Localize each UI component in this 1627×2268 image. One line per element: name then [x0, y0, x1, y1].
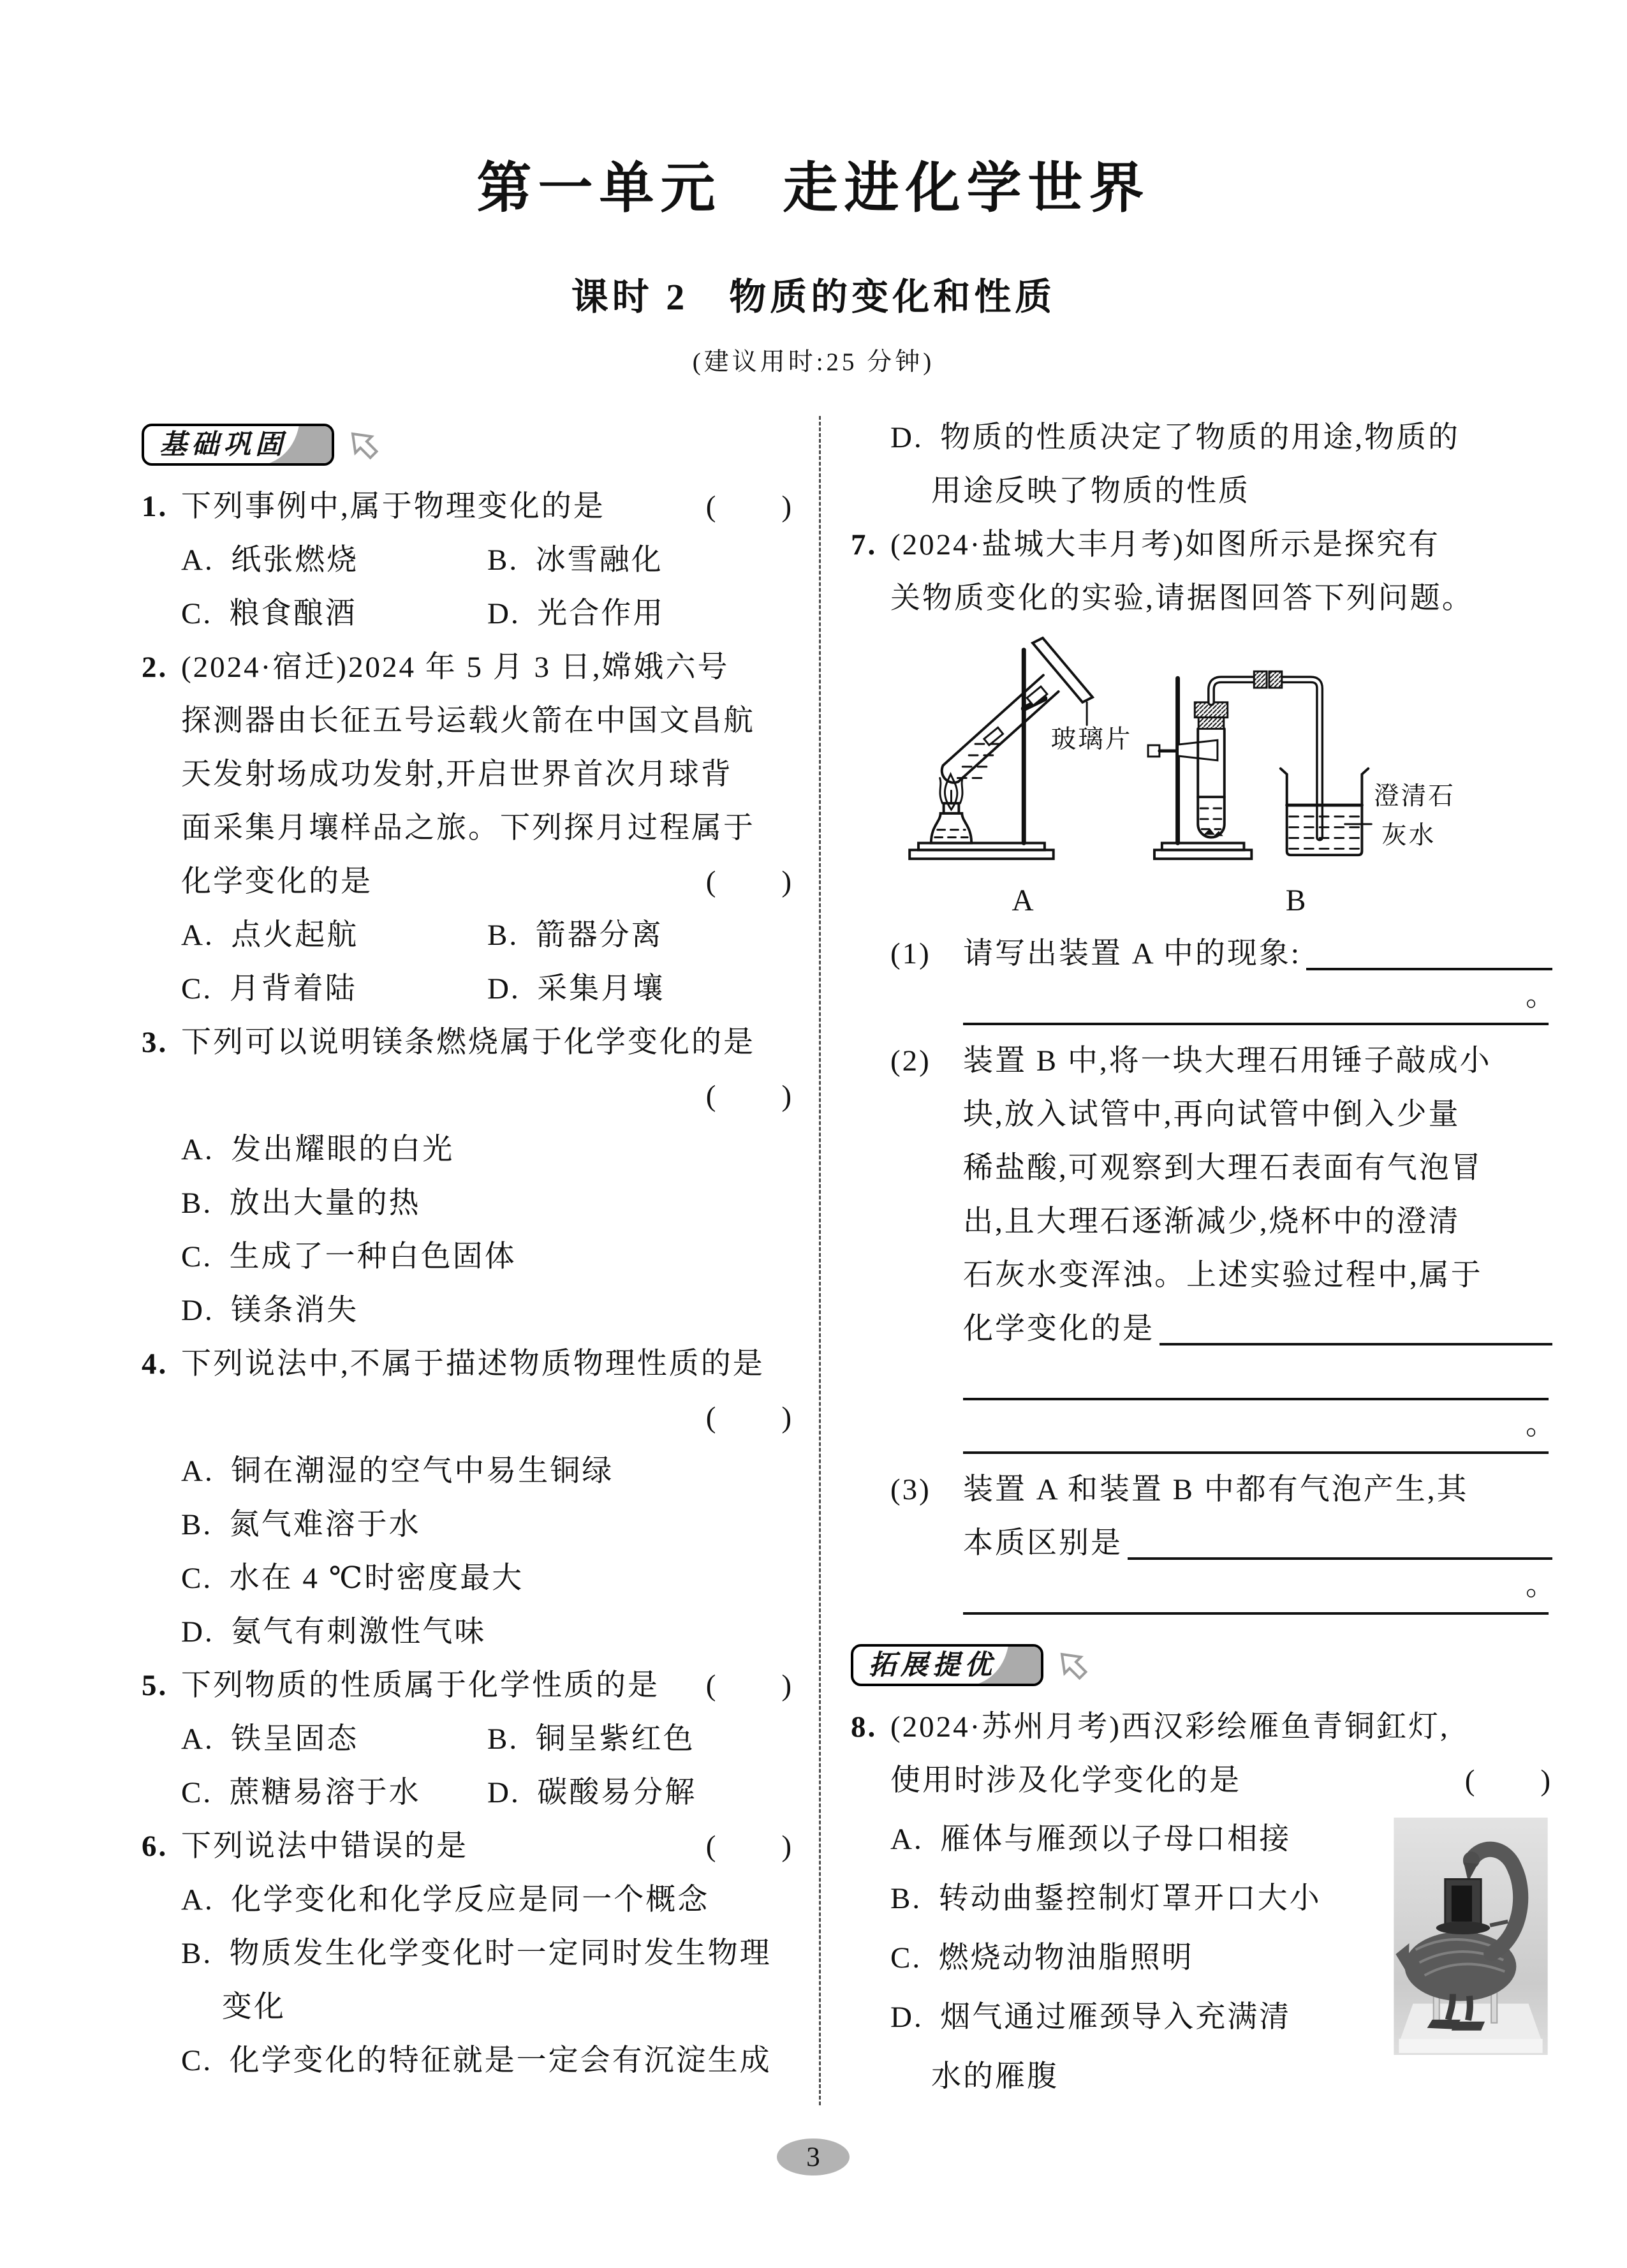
answer-blank: [963, 1398, 1549, 1400]
answer-blank: [1160, 1343, 1552, 1345]
options: [181, 908, 793, 1016]
time-hint: (建议用时:25 分钟): [692, 348, 935, 376]
option-d: D. 镁条消失: [181, 1294, 359, 1327]
period-mark: 。: [1526, 1569, 1557, 1602]
question-text-line: (2024·苏州月考)西汉彩绘雁鱼青铜釭灯,: [890, 1710, 1450, 1744]
option-d-line2: 用途反映了物质的性质: [931, 475, 1250, 508]
option-b: B. 箭器分离: [487, 919, 663, 952]
sub-question-1: [890, 927, 1557, 1034]
sub2-line: 块,放入试管中,再向试管中倒入少量: [963, 1098, 1461, 1131]
period-mark: 。: [1526, 1408, 1557, 1441]
answer-blank-row: [963, 1356, 1552, 1409]
question-text-line: 关物质变化的实验,请据图回答下列问题。: [890, 582, 1474, 615]
page-number: 3: [806, 2142, 820, 2172]
question-text-line: 天发射场成功发射,开启世界首次月球背: [181, 758, 733, 791]
section-badge-extension: [851, 1644, 1043, 1686]
option-d: D. 碳酸易分解: [487, 1776, 697, 1809]
unit-title: 第一单元 走进化学世界: [476, 158, 1151, 219]
lesson-title: 课时 2 物质的变化和性质: [571, 276, 1056, 318]
answer-blank: [1128, 1557, 1552, 1560]
question-1: [142, 480, 793, 641]
option-a: A. 纸张燃烧: [181, 544, 359, 577]
section-badge-basic: [142, 424, 334, 466]
apparatus-b-label: B: [1285, 884, 1308, 918]
answer-bracket: ( ): [705, 865, 793, 898]
question-text-row: [890, 1754, 1552, 1807]
answer-blank-row: [963, 979, 1557, 1034]
limewater-label-line1: 澄清石: [1374, 782, 1455, 811]
question-7-subitems: [851, 927, 1557, 1624]
answer-blank: [1306, 968, 1552, 970]
option-b: B. 铜呈紫红色: [487, 1723, 695, 1756]
sub3-line: 本质区别是: [963, 1527, 1123, 1560]
tube-connector-icon: [1254, 671, 1267, 688]
arrow-down-right-icon: [344, 426, 383, 464]
sub-marker: (1): [890, 937, 931, 970]
answer-blank-row: [963, 1569, 1557, 1624]
sub2-line: 化学变化的是: [963, 1312, 1154, 1345]
answer-bracket: ( ): [705, 1830, 793, 1863]
option-b-line2: 变化: [222, 1990, 286, 2024]
option-c: C. 化学变化的特征就是一定会有沉淀生成: [181, 2044, 772, 2077]
delivery-tube: [1211, 679, 1254, 702]
option-a: A. 铜在潮湿的空气中易生铜绿: [181, 1455, 614, 1488]
page-number-badge: [777, 2138, 850, 2175]
sub2-line: 石灰水变浑浊。上述实验过程中,属于: [963, 1259, 1483, 1292]
answer-bracket: ( ): [1464, 1764, 1552, 1797]
glass-plate-label: 玻璃片: [1050, 725, 1133, 754]
section-badge-basic-label: 基础巩固: [159, 429, 287, 460]
option-a: A. 雁体与雁颈以子母口相接: [890, 1823, 1292, 1856]
question-8-options-area: [890, 1810, 1552, 2107]
question-number: 8.: [851, 1710, 878, 1744]
option-a: A. 点火起航: [181, 919, 359, 952]
answer-bracket: ( ): [705, 490, 793, 523]
option-d-line1: D. 物质的性质决定了物质的用途,物质的: [890, 421, 1460, 454]
sub2-line: 稀盐酸,可观察到大理石表面有气泡冒: [963, 1152, 1483, 1185]
question-text: 下列说法中错误的是: [181, 1830, 468, 1863]
sub2-line: 装置 B 中,将一块大理石用锤子敲成小: [963, 1044, 1492, 1078]
answer-bracket: ( ): [705, 1401, 793, 1434]
options: [181, 1712, 793, 1820]
question-number: 3.: [142, 1026, 168, 1059]
bronze-goose-lamp-photo: [1393, 1818, 1549, 2055]
option-d: D. 氨气有刺激性气味: [181, 1615, 487, 1649]
question-text-line: (2024·宿迁)2024 年 5 月 3 日,嫦娥六号: [181, 651, 730, 684]
option-b: B. 冰雪融化: [487, 544, 663, 577]
answer-blank: [963, 1451, 1549, 1454]
option-d-line1: D. 烟气通过雁颈导入充满清: [890, 2001, 1292, 2034]
option-d: D. 光合作用: [487, 597, 665, 630]
options: [890, 1810, 1388, 2107]
answer-blank-row: [963, 1408, 1557, 1463]
question-6: [142, 1820, 793, 2087]
option-c: C. 粮食酿酒: [181, 597, 357, 630]
option-b: B. 氮气难溶于水: [181, 1508, 421, 1541]
option-a: A. 发出耀眼的白光: [181, 1133, 455, 1166]
answer-bracket-row: [181, 1069, 793, 1123]
sub1-text: 请写出装置 A 中的现象:: [963, 937, 1301, 970]
question-text-line: (2024·盐城大丰月考)如图所示是探究有: [890, 528, 1440, 561]
right-column: [851, 411, 1557, 2107]
answer-bracket: ( ): [705, 1079, 793, 1113]
question-number: 1.: [142, 490, 168, 523]
question-text-line: 化学变化的是: [181, 865, 372, 898]
question-3: [142, 1016, 793, 1337]
option-c: C. 蔗糖易溶于水: [181, 1776, 421, 1809]
sub-question-2: [890, 1034, 1557, 1463]
question-7: [851, 518, 1552, 625]
question-number: 6.: [142, 1830, 168, 1863]
sub-question-3: [890, 1463, 1557, 1624]
option-c: C. 生成了一种白色固体: [181, 1240, 517, 1273]
question-2: [142, 641, 793, 1016]
question-text-row: [181, 480, 793, 533]
option-d-line2: 水的雁腹: [931, 2060, 1059, 2093]
question-text-line: 探测器由长征五号运载火箭在中国文昌航: [181, 704, 755, 737]
option-c: C. 水在 4 ℃时密度最大: [181, 1562, 524, 1595]
question-6-option-d: [851, 411, 1552, 518]
option-c: C. 燃烧动物油脂照明: [890, 1941, 1194, 1975]
alcohol-lamp-icon: [931, 813, 971, 843]
option-a: A. 化学变化和化学反应是同一个概念: [181, 1883, 710, 1916]
section-basic: [142, 421, 793, 468]
section-extension: [851, 1642, 1552, 1689]
question-text: 下列说法中,不属于描述物质物理性质的是: [181, 1347, 765, 1381]
option-a: A. 铁呈固态: [181, 1723, 359, 1756]
question-text-row: [181, 1820, 793, 1873]
question-text: 下列物质的性质属于化学性质的是: [181, 1669, 659, 1702]
question-5: [142, 1659, 793, 1820]
sub3-row: [963, 1516, 1552, 1570]
question-text-line: 使用时涉及化学变化的是: [890, 1764, 1241, 1797]
sub1-row: [963, 927, 1552, 981]
column-divider: [819, 416, 821, 2105]
limewater-label-line2: 灰水: [1381, 821, 1436, 850]
question-text: 下列事例中,属于物理变化的是: [181, 490, 605, 523]
arrow-down-right-icon: [1054, 1646, 1092, 1684]
question-number: 4.: [142, 1347, 168, 1381]
question-text-row: [181, 1659, 793, 1712]
question-text-row: [181, 855, 793, 908]
question-4: [142, 1337, 793, 1659]
question-number: 7.: [851, 528, 878, 561]
sub-marker: (2): [890, 1044, 931, 1078]
apparatus-a-label: A: [1012, 884, 1036, 918]
section-badge-extension-label: 拓展提优: [869, 1650, 996, 1680]
option-d: D. 采集月壤: [487, 972, 665, 1005]
period-mark: 。: [1526, 979, 1557, 1012]
sub2-line: 出,且大理石逐渐减少,烧杯中的澄清: [963, 1205, 1461, 1238]
left-column: [142, 421, 793, 2087]
options: [181, 533, 793, 641]
option-b: B. 放出大量的热: [181, 1187, 421, 1220]
beaker-icon: [1281, 769, 1368, 856]
answer-bracket-row: [181, 1391, 793, 1444]
option-c: C. 月背着陆: [181, 972, 357, 1005]
answer-blank: [963, 1023, 1549, 1025]
sub2-row: [963, 1302, 1552, 1356]
option-b: B. 转动曲鋬控制灯罩开口大小: [890, 1882, 1321, 1915]
question-text: 下列可以说明镁条燃烧属于化学变化的是: [181, 1026, 755, 1059]
question-number: 2.: [142, 651, 168, 684]
question-text-line: 面采集月壤样品之旅。下列探月过程属于: [181, 812, 755, 845]
sub-marker: (3): [890, 1473, 931, 1506]
sub3-line: 装置 A 和装置 B 中都有气泡产生,其: [963, 1473, 1469, 1506]
question-8: [851, 1700, 1552, 2107]
question-number: 5.: [142, 1669, 168, 1702]
experiment-diagram: [876, 634, 1546, 924]
option-b-line1: B. 物质发生化学变化时一定同时发生物理: [181, 1937, 772, 1970]
answer-blank: [963, 1612, 1549, 1615]
answer-bracket: ( ): [705, 1669, 793, 1702]
